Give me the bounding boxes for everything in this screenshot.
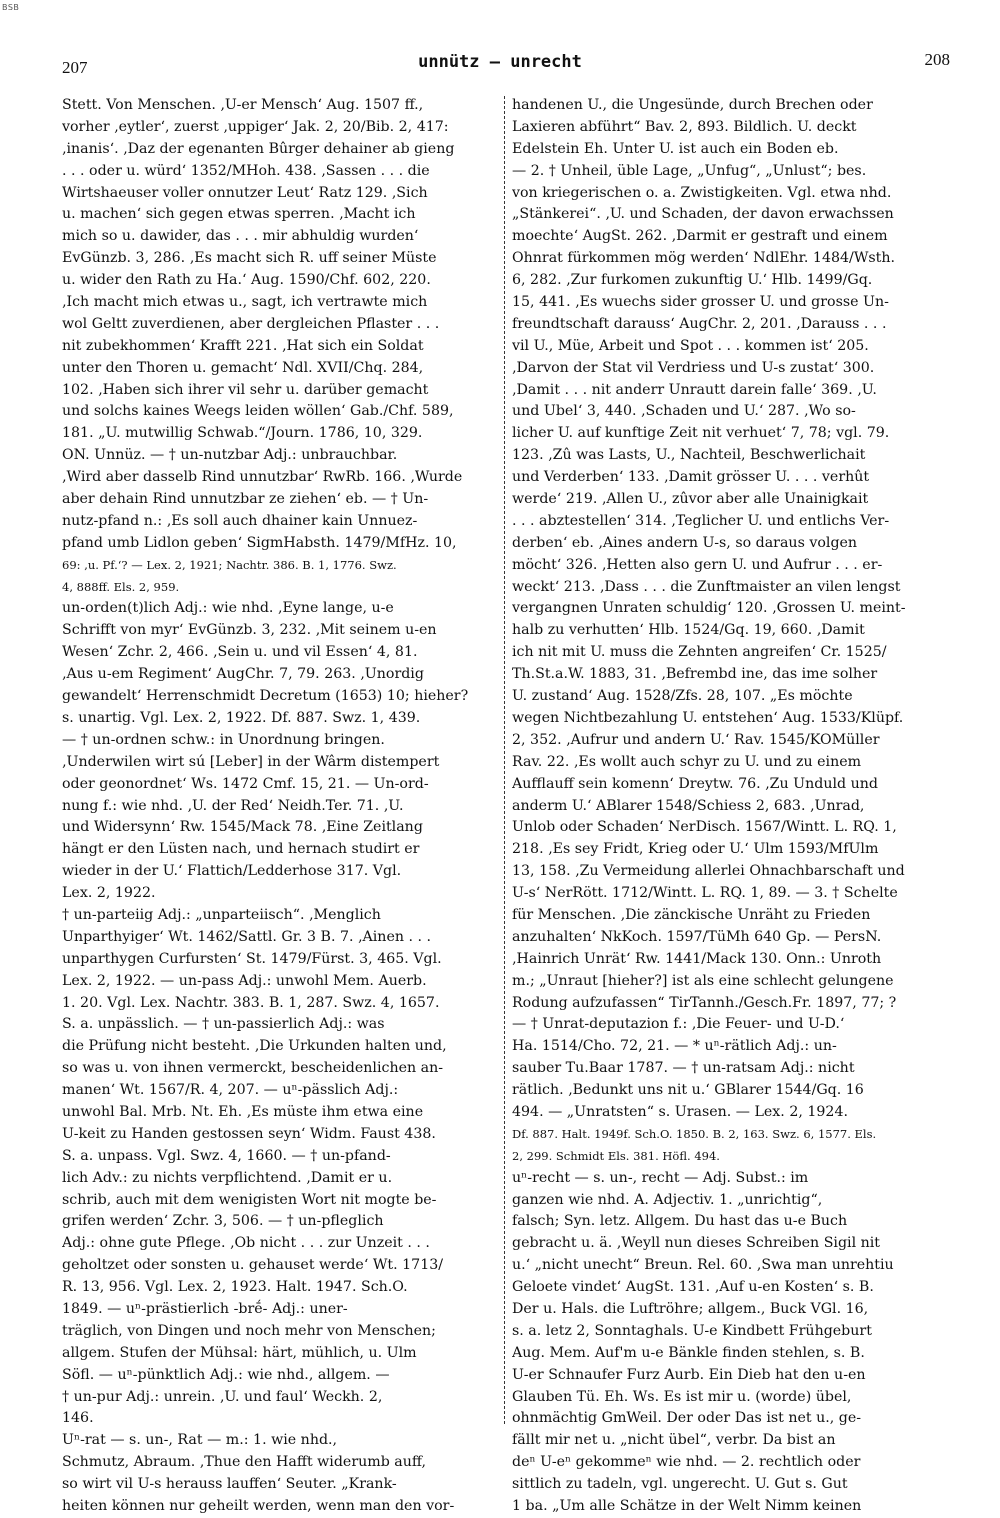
- text-line: nit zubekhommen‘ Krafft 221. ‚Hat sich ein Soldat: [62, 337, 424, 354]
- text-line: ‚Underwilen wirt sú [Leber] in der Wârm distempert: [62, 753, 440, 770]
- text-line: lich Adv.: zu nichts verpflichtend. ‚Damit er u.: [62, 1169, 393, 1186]
- text-line: ‚inanis‘. ‚Daz der egenanten Bûrger dehainer ab gieng: [62, 140, 455, 157]
- text-line: fällt mir net u. „nicht übel“, verbr. Da bist an: [512, 1432, 836, 1449]
- text-line: und solchs kaines Weegs leiden wöllen‘ Gab./Chf. 589,: [62, 403, 454, 420]
- text-line: Stett. Von Menschen. ‚U-er Mensch‘ Aug. 1507 ff.,: [62, 97, 424, 113]
- text-line: sauber Tu.Baar 1787. — † un-ratsam Adj.: nicht: [512, 1060, 855, 1077]
- text-line: ohnmächtig GmWeil. Der oder Das ist net u., ge-: [512, 1410, 862, 1427]
- text-line: pfand umb Lidlon geben‘ SigmHabsth. 1479/MfHz. 10,: [62, 534, 457, 551]
- text-line: unparthygen Curfursten‘ St. 1479/Fürst. 3, 465. Vgl.: [62, 950, 442, 967]
- text-line: und Verderben‘ 133. ‚Damit grösser U. . . . verhût: [512, 469, 870, 486]
- text-line: Edelstein Eh. Unter U. ist auch ein Boden eb.: [512, 140, 839, 157]
- right-column: [512, 95, 952, 1518]
- text-line: m.; „Unraut [hieher?] ist als eine schlecht gelungene: [512, 972, 894, 989]
- text-line: „Stänkerei“. ‚U. und Schaden, der davon erwachssen: [512, 206, 894, 223]
- text-line: die Prüfung nicht besteht. ‚Die Urkunden halten und,: [62, 1038, 447, 1055]
- text-line: 218. ‚Es sey Fridt, Krieg oder U.‘ Ulm 1593/MfUlm: [512, 841, 879, 858]
- text-line: Aug. Mem. Auf'm u-e Bänkle finden stehlen, s. B.: [512, 1344, 865, 1361]
- text-line: 102. ‚Haben sich ihrer vil sehr u. darüber gemacht: [62, 381, 429, 398]
- text-line: unter den Thoren u. gemacht‘ Ndl. XVII/Chq. 284,: [62, 359, 424, 376]
- text-line: EvGünzb. 3, 286. ‚Es macht sich R. uff seiner Müste: [62, 250, 437, 267]
- library-stamp: BSB: [2, 3, 20, 12]
- text-line: und Ubel‘ 3, 440. ‚Schaden und U.‘ 287. ‚Wo so-: [512, 403, 856, 420]
- text-line: Lex. 2, 1922. — un-pass Adj.: unwohl Mem. Auerb.: [62, 972, 427, 989]
- text-line: derben‘ eb. ‚Aines andern U-s, so daraus volgen: [512, 534, 858, 551]
- text-line: vergangnen Unraten schuldig‘ 120. ‚Grossen U. meint-: [512, 600, 906, 617]
- text-line: u. wider den Rath zu Ha.‘ Aug. 1590/Chf. 602, 220.: [62, 272, 431, 289]
- text-line: Der u. Hals. die Luftröhre; allgem., Buck VGl. 16,: [512, 1300, 869, 1317]
- text-line: U-s‘ NerRött. 1712/Wintt. L. RQ. 1, 89. — 3. † Schelte: [512, 885, 898, 902]
- text-line: Laxieren abführt“ Bav. 2, 893. Bildlich. U. deckt: [512, 118, 857, 135]
- text-line: . . . abztestellen‘ 314. ‚Teglicher U. und entlichs Ver-: [512, 512, 890, 529]
- text-line: 15, 441. ‚Es wuechs sider grosser U. und grosse Un-: [512, 294, 889, 311]
- text-line: moechte‘ AugSt. 262. ‚Darmit er gestraft und einem: [512, 228, 888, 245]
- text-line: falsch; Syn. letz. Allgem. Du hast das u-e Buch: [512, 1213, 848, 1230]
- text-line: Ha. 1514/Cho. 72, 21. — * uⁿ-rätlich Adj.: un-: [512, 1038, 837, 1055]
- text-line: U-er Schnaufer Furz Aurb. Ein Dieb hat den u-en: [512, 1366, 866, 1383]
- text-line: 1 ba. „Um alle Schätze in der Welt Nimm keinen: [512, 1498, 862, 1514]
- text-line: aber dehain Rind unnutzbar ze ziehen‘ eb. — † Un-: [62, 491, 429, 508]
- text-line: 123. ‚Zû was Lasts, U., Nachteil, Beschwerlichait: [512, 447, 866, 464]
- text-line: gebracht u. ä. ‚Weyll nun dieses Schreiben Sigil nit: [512, 1235, 881, 1252]
- text-line: ON. Unnüz. — † un-nutzbar Adj.: unbrauchbar.: [62, 447, 398, 464]
- text-line: für Menschen. ‚Die zänckische Unräht zu Frieden: [512, 906, 871, 923]
- text-line: U-keit zu Handen gestossen seyn‘ Widm. Faust 438.: [62, 1125, 436, 1142]
- text-line: deⁿ U-eⁿ gekommeⁿ wie nhd. — 2. rechtlich oder: [512, 1454, 861, 1471]
- text-line: — 2. † Unheil, üble Lage, „Unfug“, „Unlust“; bes.: [512, 162, 867, 179]
- text-line: 181. „U. mutwillig Schwab.“/Journ. 1786, 10, 329.: [62, 425, 423, 442]
- text-line: allgem. Stufen der Mühsal: härt, mühlich, u. Ulm: [62, 1344, 417, 1361]
- text-line: 69: ‚u. Pf.‘? — Lex. 2, 1921; Nachtr. 386. B. 1, 1776. Swz.: [62, 557, 397, 572]
- text-line: nutz-pfand n.: ‚Es soll auch dhainer kain Unnuez-: [62, 512, 418, 529]
- text-line: ‚Aus u-em Regiment‘ AugChr. 7, 79. 263. ‚Unordig: [62, 666, 424, 683]
- text-line: ‚Hainrich Unrät‘ Rw. 1441/Mack 130. Onn.: Unroth: [512, 950, 882, 967]
- text-line: 4, 888ff. Els. 2, 959.: [62, 579, 180, 594]
- text-line: Uⁿ-rat — s. un-, Rat — m.: 1. wie nhd.,: [62, 1432, 338, 1449]
- text-line: wegen Nichtbezahlung U. entstehen‘ Aug. 1533/Klüpf.: [512, 709, 904, 726]
- text-line: Schmutz, Abraum. ‚Thue den Hafft widerumb auff,: [62, 1454, 426, 1471]
- text-line: vorher ‚eytler‘, zuerst ‚uppiger‘ Jak. 2, 20/Bib. 2, 417:: [62, 118, 449, 135]
- text-line: wieder in der U.‘ Flattich/Ledderhose 317. Vgl.: [62, 863, 402, 880]
- page-number-left: 207: [62, 58, 88, 77]
- text-line: mich so u. dawider, das . . . mir abhuldig wurden‘: [62, 228, 419, 245]
- text-line: S. a. unpässlich. — † un-passierlich Adj.: was: [62, 1016, 385, 1033]
- text-line: 2, 352. ‚Aufrur und andern U.‘ Rav. 1545/KOMüller: [512, 731, 880, 748]
- text-line: ‚Ich macht mich etwas u., sagt, ich vertrawte mich: [62, 294, 428, 311]
- text-line: un-orden(t)lich Adj.: wie nhd. ‚Eyne lange, u-e: [62, 600, 394, 617]
- text-line: Glauben Tü. Eh. Ws. Es ist mir u. (worde) übel,: [512, 1388, 852, 1405]
- text-line: nung f.: wie nhd. ‚U. der Red‘ Neidh.Ter. 71. ‚U.: [62, 797, 404, 814]
- text-line: U. zustand‘ Aug. 1528/Zfs. 28, 107. „Es möchte: [512, 688, 853, 705]
- text-line: rätlich. ‚Bedunkt uns nit u.‘ GBlarer 1544/Gq. 16: [512, 1082, 864, 1099]
- column-divider: [504, 96, 505, 1424]
- text-line: werde‘ 219. ‚Allen U., zûvor aber alle Unainigkait: [512, 491, 869, 508]
- text-line: R. 13, 956. Vgl. Lex. 2, 1923. Halt. 1947. Sch.O.: [62, 1279, 408, 1296]
- text-line: halb zu verhutten‘ Hlb. 1524/Gq. 19, 660. ‚Damit: [512, 622, 865, 639]
- text-line: 13, 158. ‚Zu Vermeidung allerlei Ohnachbarschaft und: [512, 863, 905, 880]
- text-line: — † Unrat-deputazion f.: ‚Die Feuer- und U-D.‘: [512, 1016, 845, 1033]
- text-line: ganzen wie nhd. A. Adjectiv. 1. „unrichtig“,: [512, 1191, 823, 1208]
- page-number-right: 208: [924, 50, 950, 69]
- text-line: Lex. 2, 1922.: [62, 885, 156, 902]
- text-line: Adj.: ohne gute Pflege. ‚Ob nicht . . . zur Unzeit . . .: [62, 1235, 430, 1252]
- text-line: Rav. 22. ‚Es wollt auch schyr zu U. und zu einem: [512, 753, 862, 770]
- text-line: Schrifft von myr‘ EvGünzb. 3, 232. ‚Mit seinem u-en: [62, 622, 437, 639]
- text-line: S. a. unpass. Vgl. Swz. 4, 1660. — † un-pfand-: [62, 1147, 391, 1164]
- text-line: 1849. — uⁿ-prästierlich -brḗ- Adj.: uner-: [62, 1300, 348, 1317]
- text-line: 2, 299. Schmidt Els. 381. Höfl. 494.: [512, 1148, 720, 1163]
- text-line: geholtzet oder sonsten u. gehauset werde‘ Wt. 1713/: [62, 1257, 444, 1274]
- left-column: [62, 95, 496, 1518]
- text-line: Wesen‘ Zchr. 2, 466. ‚Sein u. und vil Essen‘ 4, 81.: [62, 644, 418, 661]
- text-line: † un-pur Adj.: unrein. ‚U. und faul‘ Weckh. 2,: [62, 1388, 383, 1405]
- text-line: weckt‘ 213. ‚Dass . . . die Zunftmaister an vilen lengst: [512, 578, 901, 595]
- text-line: Aufflauff sein komenn‘ Dreytw. 76. ‚Zu Unduld und: [512, 775, 878, 792]
- text-line: 494. — „Unratsten“ s. Urasen. — Lex. 2, 1924.: [512, 1103, 848, 1120]
- text-line: u. machen‘ sich gegen etwas sperren. ‚Macht ich: [62, 206, 416, 223]
- text-line: Df. 887. Halt. 1949f. Sch.O. 1850. B. 2, 163. Swz. 6, 1577. Els.: [512, 1126, 877, 1141]
- text-line: schrib, auch mit dem wenigisten Wort nit mogte be-: [62, 1191, 437, 1208]
- text-line: hängt er den Lüsten nach, und hernach studirt er: [62, 841, 420, 858]
- text-line: Rodung aufzufassen“ TirTannh./Gesch.Fr. 1897, 77; ?: [512, 994, 897, 1011]
- text-line: Geloete vindet‘ AugSt. 131. ‚Auf u-en Kosten‘ s. B.: [512, 1279, 874, 1296]
- text-line: handenen U., die Ungesünde, durch Brechen oder: [512, 97, 873, 113]
- text-line: ich nit mit U. muss die Zehnten angreifen‘ Cr. 1525/: [512, 644, 887, 661]
- text-line: s. unartig. Vgl. Lex. 2, 1922. Df. 887. Swz. 1, 439.: [62, 709, 421, 726]
- text-line: ‚Wird aber dasselb Rind unnutzbar‘ RwRb. 166. ‚Wurde: [62, 469, 463, 486]
- text-line: u.‘ „nicht unecht“ Breun. Rel. 60. ‚Swa man unrehtiu: [512, 1257, 894, 1274]
- text-line: so was u. von ihnen vermerckt, bescheidenlichen an-: [62, 1060, 444, 1077]
- text-line: vil U., Müe, Arbeit und Spot . . . kommen ist‘ 205.: [512, 337, 869, 354]
- text-line: sittlich zu tadeln, vgl. ungerecht. U. Gut s. Gut: [512, 1476, 848, 1493]
- text-line: von kriegerischen o. a. Zwistigkeiten. Vgl. etwa nhd.: [512, 184, 892, 201]
- text-line: ‚Darvon der Stat vil Verdriess und U-s zustat‘ 300.: [512, 359, 875, 376]
- text-line: wol Geltt zuverdienen, aber dergleichen Pflaster . . .: [62, 315, 440, 332]
- text-line: unwohl Bal. Mrb. Nt. Eh. ‚Es müste ihm etwa eine: [62, 1103, 424, 1120]
- text-line: freundtschaft darauss‘ AugChr. 2, 201. ‚Darauss . . .: [512, 315, 887, 332]
- text-line: Söfl. — uⁿ-pünktlich Adj.: wie nhd., allgem. —: [62, 1366, 390, 1383]
- text-line: licher U. auf kunftige Zeit nit verhuet‘ 7, 78; vgl. 79.: [512, 425, 890, 442]
- text-line: träglich, von Dingen und noch mehr von Menschen;: [62, 1322, 436, 1339]
- running-header: unnütz — unrecht: [418, 52, 582, 72]
- text-line: † un-parteiig Adj.: „unparteiisch“. ‚Menglich: [62, 906, 381, 923]
- text-line: grifen werden‘ Zchr. 3, 506. — † un-pfleglich: [62, 1213, 384, 1230]
- text-line: s. a. letz 2, Sonntaghals. U-e Kindbett Frühgeburt: [512, 1322, 872, 1339]
- text-line: so wirt vil U-s herauss lauffen‘ Seuter. „Krank-: [62, 1476, 397, 1493]
- text-line: uⁿ-recht — s. un-, recht — Adj. Subst.: im: [512, 1169, 809, 1186]
- text-line: Unlob oder Schaden‘ NerDisch. 1567/Wintt. L. RQ. 1,: [512, 819, 897, 836]
- text-line: 1. 20. Vgl. Lex. Nachtr. 383. B. 1, 287. Swz. 4, 1657.: [62, 994, 440, 1011]
- text-line: und Widersynn‘ Rw. 1545/Mack 78. ‚Eine Zeitlang: [62, 819, 423, 836]
- text-line: möcht‘ 326. ‚Hetten also gern U. und Aufrur . . . er-: [512, 556, 883, 573]
- text-line: — † un-ordnen schw.: in Unordnung bringen.: [62, 731, 385, 748]
- text-line: manen‘ Wt. 1567/R. 4, 207. — uⁿ-pässlich Adj.:: [62, 1082, 399, 1099]
- text-line: anzuhalten‘ NkKoch. 1597/TüMh 640 Gp. — PersN.: [512, 928, 882, 945]
- text-line: oder geonordnet‘ Ws. 1472 Cmf. 15, 21. — Un-ord-: [62, 775, 429, 792]
- text-line: 6, 282. ‚Zur furkomen zukunftig U.‘ Hlb. 1499/Gq.: [512, 272, 873, 289]
- text-line: . . . oder u. würd‘ 1352/MHoh. 438. ‚Sassen . . . die: [62, 162, 430, 179]
- text-line: Ohnrat fürkommen mög werden‘ NdlEhr. 1484/Wsth.: [512, 250, 896, 267]
- text-line: anderm U.‘ ABlarer 1548/Schiess 2, 683. ‚Unrad,: [512, 797, 865, 814]
- text-line: 146.: [62, 1410, 94, 1427]
- text-line: gewandelt‘ Herrenschmidt Decretum (1653) 10; hieher?: [62, 688, 469, 705]
- text-line: Unparthyiger‘ Wt. 1462/Sattl. Gr. 3 B. 7. ‚Ainen . . .: [62, 928, 432, 945]
- text-line: heiten können nur geheilt werden, wenn man den vor-: [62, 1498, 455, 1514]
- text-line: ‚Damit . . . nit anderr Unrautt darein falle‘ 369. ‚U.: [512, 381, 877, 398]
- text-line: Th.St.a.W. 1883, 31. ‚Befrembd ine, das ime solher: [512, 666, 878, 683]
- text-line: Wirtshaeuser voller onnutzer Leut‘ Ratz 129. ‚Sich: [62, 184, 428, 201]
